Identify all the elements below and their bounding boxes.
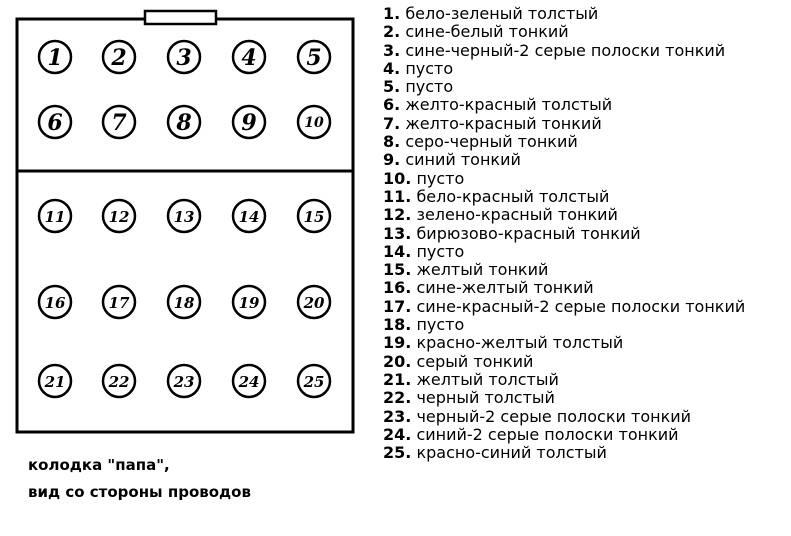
- legend-wire-description: бело-красный толстый: [416, 186, 610, 206]
- legend-item: [383, 60, 745, 78]
- legend-wire-description: пусто: [416, 168, 465, 188]
- legend-pin-number: 16.: [383, 278, 412, 298]
- legend-item: [383, 371, 745, 389]
- legend-item: [383, 243, 745, 261]
- legend-wire-description: сине-красный-2 серые полоски тонкий: [416, 296, 746, 316]
- legend-item: [383, 23, 745, 41]
- legend-pin-number: 20.: [383, 351, 412, 371]
- legend-wire-description: серо-черный тонкий: [405, 132, 578, 152]
- legend-pin-number: 7.: [383, 113, 401, 133]
- legend-wire-description: желтый тонкий: [416, 260, 549, 280]
- legend-item: [383, 151, 745, 169]
- legend-pin-number: 10.: [383, 168, 412, 188]
- legend-item: [383, 298, 745, 316]
- legend-pin-number: 8.: [383, 132, 401, 152]
- pin-20-label: 20: [303, 294, 325, 312]
- legend-pin-number: 17.: [383, 296, 412, 316]
- pin-25-label: 25: [303, 373, 325, 391]
- pinout-legend: [383, 5, 745, 462]
- legend-pin-number: 14.: [383, 241, 412, 261]
- pin-17-label: 17: [108, 294, 130, 312]
- legend-item: [383, 279, 745, 297]
- pin-19-label: 19: [238, 294, 260, 312]
- pin-2-label: 2: [111, 45, 127, 71]
- legend-item: [383, 408, 745, 426]
- legend-wire-description: красно-синий толстый: [416, 443, 607, 463]
- legend-item: [383, 353, 745, 371]
- legend-item: [383, 334, 745, 352]
- legend-pin-number: 18.: [383, 315, 412, 335]
- legend-item: [383, 389, 745, 407]
- connector-latch: [145, 11, 216, 24]
- legend-pin-number: 1.: [383, 4, 401, 23]
- legend-item: [383, 444, 745, 462]
- legend-item: [383, 78, 745, 96]
- legend-wire-description: бирюзово-красный тонкий: [416, 223, 641, 243]
- legend-pin-number: 5.: [383, 77, 401, 97]
- pin-16-label: 16: [44, 294, 66, 312]
- legend-pin-number: 2.: [383, 22, 401, 42]
- pin-8-label: 8: [176, 110, 192, 136]
- legend-pin-number: 12.: [383, 205, 412, 225]
- pin-13-label: 13: [173, 208, 195, 226]
- pin-1-label: 1: [47, 45, 63, 71]
- pin-7-label: 7: [111, 110, 127, 136]
- legend-item: [383, 188, 745, 206]
- legend-pin-number: 4.: [383, 58, 401, 78]
- legend-pin-number: 6.: [383, 95, 401, 115]
- legend-pin-number: 19.: [383, 333, 412, 353]
- legend-wire-description: пусто: [416, 241, 465, 261]
- pin-22-label: 22: [108, 373, 130, 391]
- legend-item: [383, 115, 745, 133]
- caption-line-2: вид со стороны проводов: [28, 483, 251, 501]
- legend-item: [383, 426, 745, 444]
- legend-wire-description: желто-красный тонкий: [405, 113, 602, 133]
- legend-wire-description: серый тонкий: [416, 351, 534, 371]
- legend-pin-number: 23.: [383, 406, 412, 426]
- pin-21-label: 21: [44, 373, 66, 391]
- legend-wire-description: синий-2 серые полоски тонкий: [416, 424, 679, 444]
- legend-pin-number: 3.: [383, 40, 401, 60]
- legend-wire-description: пусто: [416, 315, 465, 335]
- pin-24-label: 24: [238, 373, 260, 391]
- legend-wire-description: бело-зеленый толстый: [405, 4, 599, 23]
- pin-23-label: 23: [173, 373, 195, 391]
- caption-line-1: колодка "папа",: [28, 456, 170, 474]
- pin-14-label: 14: [238, 208, 260, 226]
- legend-item: [383, 206, 745, 224]
- pin-12-label: 12: [108, 208, 130, 226]
- pin-15-label: 15: [303, 208, 325, 226]
- pin-group: [39, 41, 330, 397]
- pin-5-label: 5: [306, 45, 322, 71]
- pin-11-label: 11: [44, 208, 66, 226]
- pin-3-label: 3: [176, 45, 192, 71]
- connector-diagram: [0, 0, 400, 440]
- legend-item: [383, 170, 745, 188]
- pin-6-label: 6: [47, 110, 63, 136]
- legend-wire-description: желто-красный толстый: [405, 95, 613, 115]
- pin-18-label: 18: [173, 294, 195, 312]
- legend-item: [383, 316, 745, 334]
- legend-wire-description: пусто: [405, 58, 454, 78]
- legend-wire-description: красно-желтый толстый: [416, 333, 624, 353]
- legend-wire-description: сине-желтый тонкий: [416, 278, 594, 298]
- pin-4-label: 4: [241, 45, 257, 71]
- legend-pin-number: 25.: [383, 443, 412, 463]
- legend-item: [383, 5, 745, 23]
- legend-pin-number: 11.: [383, 186, 412, 206]
- legend-wire-description: сине-черный-2 серые полоски тонкий: [405, 40, 726, 60]
- legend-item: [383, 42, 745, 60]
- legend-wire-description: пусто: [405, 77, 454, 97]
- legend-item: [383, 261, 745, 279]
- diagram-caption: [28, 452, 251, 506]
- legend-wire-description: желтый толстый: [416, 369, 559, 389]
- pin-10-label: 10: [304, 115, 324, 131]
- legend-pin-number: 21.: [383, 369, 412, 389]
- legend-item: [383, 96, 745, 114]
- legend-wire-description: синий тонкий: [405, 150, 521, 170]
- legend-pin-number: 24.: [383, 424, 412, 444]
- pin-9-label: 9: [241, 110, 257, 136]
- legend-wire-description: черный-2 серые полоски тонкий: [416, 406, 692, 426]
- legend-pin-number: 22.: [383, 388, 412, 408]
- legend-pin-number: 15.: [383, 260, 412, 280]
- legend-item: [383, 225, 745, 243]
- legend-pin-number: 13.: [383, 223, 412, 243]
- legend-item: [383, 133, 745, 151]
- legend-wire-description: черный толстый: [416, 388, 555, 408]
- legend-wire-description: сине-белый тонкий: [405, 22, 569, 42]
- legend-pin-number: 9.: [383, 150, 401, 170]
- legend-wire-description: зелено-красный тонкий: [416, 205, 618, 225]
